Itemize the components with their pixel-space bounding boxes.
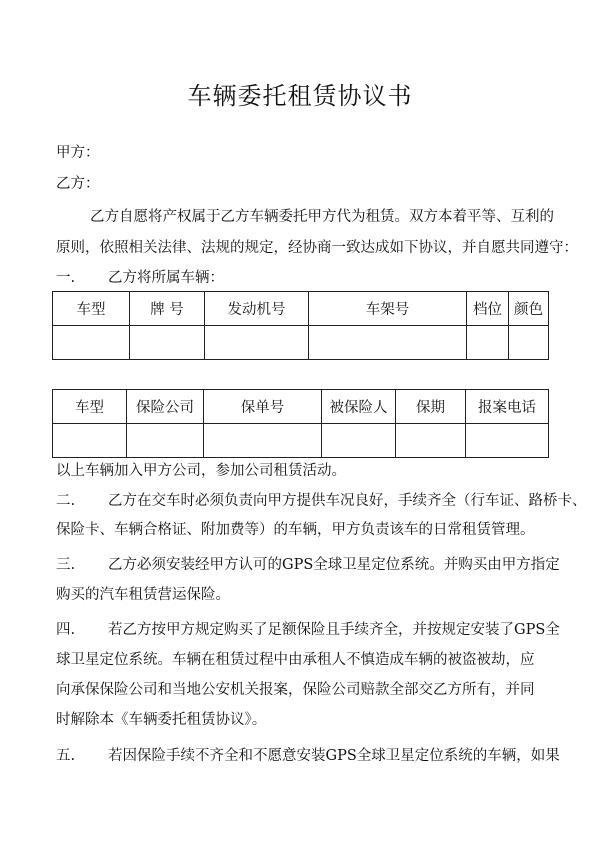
after-tables-note: 以上车辆加入甲方公司，参加公司租赁活动。 [56, 463, 346, 479]
intro-line-2: 原则，依照相关法律、法规的规定，经协商一致达成如下协议，并自愿共同遵守： [56, 240, 578, 256]
clause-5-number: 五. [56, 748, 76, 764]
table-row [53, 326, 549, 360]
table-header-cell: 车型 [53, 292, 130, 326]
table-cell [467, 326, 509, 360]
table-header-cell: 被保险人 [322, 390, 396, 424]
table-header-cell: 报案电话 [466, 390, 549, 424]
clause-3-line-1: 三. 乙方必须安装经甲方认可的GPS全球卫星定位系统。并购买由甲方指定 [56, 557, 560, 573]
clause-3-line-2: 购买的汽车租赁营运保险。 [56, 587, 230, 603]
table-cell [466, 424, 549, 458]
table-cell [130, 326, 205, 360]
table-cell [205, 326, 309, 360]
clause-4-line-4: 时解除本《车辆委托租赁协议》。 [56, 712, 267, 728]
clause-3-number: 三. [56, 557, 76, 573]
table-header-cell: 保单号 [204, 390, 322, 424]
table-header-cell: 颜色 [509, 292, 549, 326]
clause-1-number: 一. [56, 270, 76, 286]
table-cell [53, 326, 130, 360]
table-cell [309, 326, 467, 360]
clause-2-line-1: 二. 乙方在交车时必须负责向甲方提供车况良好，手续齐全（行车证、路桥卡、 [56, 493, 587, 509]
party-a-label: 甲方： [56, 145, 100, 161]
table-header-cell: 车型 [53, 390, 127, 424]
intro-line-1: 乙方自愿将产权属于乙方车辆委托甲方代为租赁。双方本着平等、互利的 [90, 209, 554, 225]
clause-1 [56, 268, 556, 288]
table-header-cell: 发动机号 [205, 292, 309, 326]
clause-2-line-2: 保险卡、车辆合格证、附加费等）的车辆，甲方负责该车的日常租赁管理。 [56, 522, 535, 538]
clause-4-line-1: 四. 若乙方按甲方规定购买了足额保险且手续齐全，并按规定安装了GPS全 [56, 622, 560, 638]
table-header-cell: 牌 号 [130, 292, 205, 326]
table-header-cell: 档位 [467, 292, 509, 326]
table-header-cell: 保期 [396, 390, 466, 424]
table-cell [53, 424, 127, 458]
table-header-cell: 车架号 [309, 292, 467, 326]
table-cell [322, 424, 396, 458]
clause-4-line-2: 球卫星定位系统。车辆在租赁过程中由承租人不慎造成车辆的被盗被劫，应 [56, 652, 535, 668]
table-cell [509, 326, 549, 360]
clause-1-text: 乙方将所属车辆： [108, 270, 224, 286]
table-cell [127, 424, 204, 458]
table-header-cell: 保险公司 [127, 390, 204, 424]
vehicle-table [52, 291, 549, 360]
document-title: 车辆委托租赁协议书 [187, 82, 413, 110]
clause-2-number: 二. [56, 493, 76, 509]
party-b-label: 乙方： [56, 176, 100, 192]
table-row [53, 424, 549, 458]
insurance-table [52, 389, 549, 458]
clause-4-line-3: 向承保保险公司和当地公安机关报案，保险公司赔款全部交乙方所有，并同 [56, 682, 535, 698]
table-cell [204, 424, 322, 458]
clause-4-number: 四. [56, 622, 76, 638]
table-cell [396, 424, 466, 458]
clause-5-line-1: 五. 若因保险手续不齐全和不愿意安装GPS全球卫星定位系统的车辆，如果 [56, 748, 560, 764]
